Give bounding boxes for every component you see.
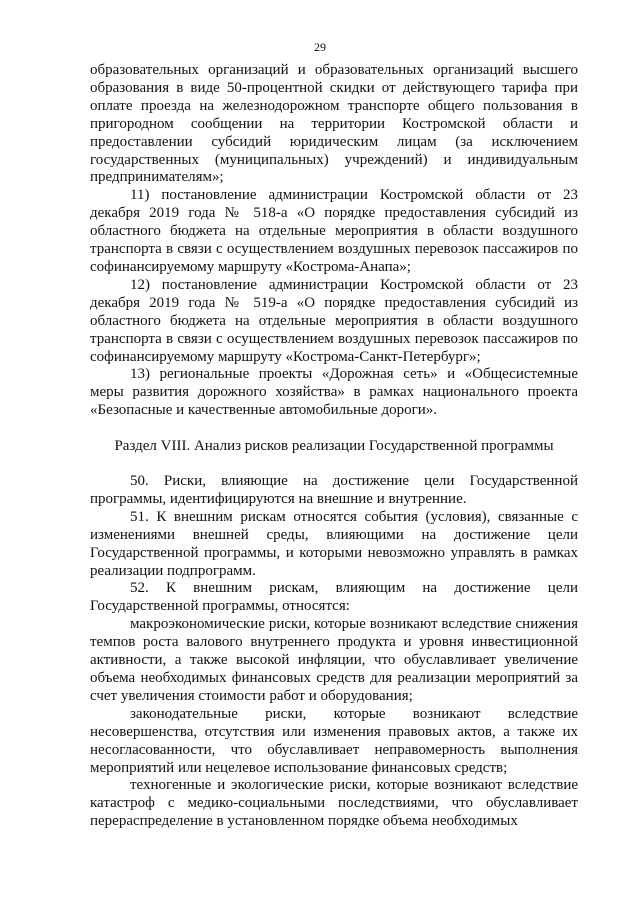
paragraph-item-13: 13) региональные проекты «Дорожная сеть» и «Общесистемные меры развития дорожного хозяйства» в рамках национального проекта «Безопасные и качественные автомобильные дороги».	[90, 366, 578, 419]
paragraph-item-50: 50. Риски, влияющие на достижение цели Государственной программы, идентифицируются на внешние и внутренние.	[90, 473, 578, 507]
paragraph-item-11: 11) постановление администрации Костромской области от 23 декабря 2019 года № 518-а «О порядке предоставления субсидий из областного бюджета на отдельные мероприятия в области воздушного транспорта в связи с осуществлением воздушных перевозок пассажиров по софинансируемому маршруту «Кострома-Анапа»;	[90, 187, 578, 275]
paragraph-technogenic-risks: техногенные и экологические риски, которые возникают вследствие катастроф с медико-социальными последствиями, что обуславливает перераспределение в установленном порядке объема необходимых	[90, 777, 578, 830]
paragraph-item-12: 12) постановление администрации Костромской области от 23 декабря 2019 года № 519-а «О порядке предоставления субсидий из областного бюджета на отдельные мероприятия в области воздушного транспорта в связи с осуществлением воздушных перевозок пассажиров по софинансируемому маршруту «Кострома-Санкт-Петербург»;	[90, 276, 578, 365]
paragraph-continued: образовательных организаций и образовательных организаций высшего образования в виде 50-процентной скидки от действующего тарифа при оплате проезда на железнодорожном транспорте общего пользования в пригородном сообщении на территории Костромской области и предоставлении субсидий юридическим лицам (за исключением государственных (муниципальных) учреждений) и индивидуальным предпринимателям»;	[90, 62, 578, 186]
section-heading: Раздел VIII. Анализ рисков реализации Государственной программы	[114, 438, 554, 455]
paragraph-macroeconomic-risks: макроэкономические риски, которые возникают вследствие снижения темпов роста валового внутреннего продукта и уровня инвестиционной активности, а также высокой инфляции, что обуславливает увеличение объема необходимых финансовых средств для реализации мероприятий за счет увеличения стоимости работ и оборудования;	[90, 616, 578, 704]
document-body	[90, 62, 578, 831]
paragraph-item-51: 51. К внешним рискам относятся события (условия), связанные с изменениями внешней среды, влияющими на достижение цели Государственной программы, и которыми невозможно управлять в рамках реализации подпрограмм.	[90, 508, 578, 579]
paragraph-legislative-risks: законодательные риски, которые возникают вследствие несовершенства, отсутствия или изменения правовых актов, а также их несогласованности, что обуславливает неправомерность выполнения мероприятий или нецелевое использование финансовых средств;	[90, 705, 578, 776]
paragraph-item-52: 52. К внешним рискам, влияющим на достижение цели Государственной программы, относятся:	[90, 580, 578, 615]
page-number: 29	[314, 40, 326, 54]
